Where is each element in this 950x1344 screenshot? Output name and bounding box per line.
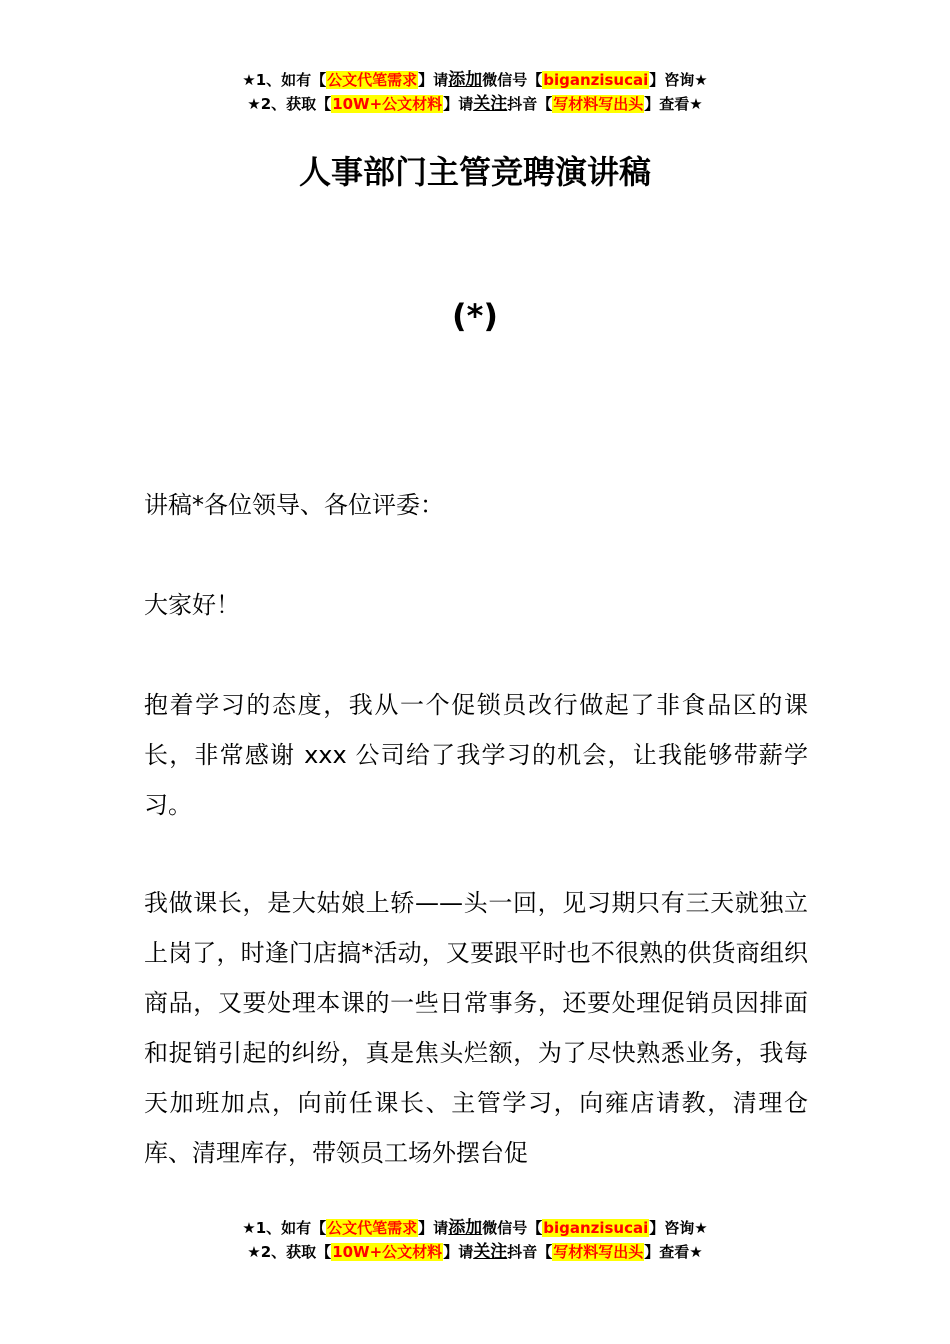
banner-text: 微信号【 bbox=[482, 71, 543, 89]
banner-emphasis: 关注 bbox=[473, 1242, 508, 1262]
banner-line-2 bbox=[0, 1240, 950, 1264]
banner-text: ★1、如有【 bbox=[242, 71, 327, 89]
document-title: 人事部门主管竞聘演讲稿 bbox=[298, 153, 651, 191]
paragraph-body: 抱着学习的态度，我从一个促锁员改行做起了非食品区的课长，非常感谢 xxx 公司给了我学习的机会，让我能够带薪学习。 bbox=[144, 691, 808, 819]
banner-text: ★2、获取【 bbox=[247, 95, 332, 113]
banner-text: 】请 bbox=[443, 95, 474, 113]
banner-text: 】查看★ bbox=[644, 95, 703, 113]
paragraph-salutation: 讲稿*各位领导、各位评委： bbox=[144, 491, 444, 519]
banner-text: ★2、获取【 bbox=[247, 1243, 332, 1261]
banner-highlight: biganzisucai bbox=[543, 71, 649, 89]
banner-text: 】请 bbox=[418, 1219, 449, 1237]
banner-emphasis: 关注 bbox=[473, 94, 508, 114]
banner-highlight: 公文代笔需求 bbox=[327, 71, 418, 89]
banner-text: 】咨询★ bbox=[649, 1219, 708, 1237]
banner-text: 抖音【 bbox=[507, 1243, 553, 1261]
banner-text: 微信号【 bbox=[482, 1219, 543, 1237]
banner-highlight: 写材料写出头 bbox=[553, 1243, 644, 1261]
document-subtitle: (*) bbox=[452, 297, 498, 335]
banner-highlight: 10W+公文材料 bbox=[332, 95, 443, 113]
banner-text: 】请 bbox=[418, 71, 449, 89]
banner-highlight: biganzisucai bbox=[543, 1219, 649, 1237]
banner-emphasis: 添加 bbox=[448, 1218, 483, 1238]
banner-text: 抖音【 bbox=[507, 95, 553, 113]
paragraph-body: 我做课长，是大姑娘上轿——头一回，见习期只有三天就独立上岗了，时逢门店搞*活动，又要跟平时也不很熟的供货商组织商品，又要处理本课的一些日常事务，还要处理促销员因排面和捉销引起的纠纷，真是焦头烂额，为了尽快熟悉业务，我每天加班加点，向前任课长、主管学习，向雍店请教，清理仓库、清理库存，带领员工场外摆台促 bbox=[144, 889, 808, 1167]
banner-text: ★1、如有【 bbox=[242, 1219, 327, 1237]
banner-text: 】咨询★ bbox=[649, 71, 708, 89]
banner-text: 】查看★ bbox=[644, 1243, 703, 1261]
banner-emphasis: 添加 bbox=[448, 70, 483, 90]
banner-highlight: 写材料写出头 bbox=[553, 95, 644, 113]
banner-highlight: 10W+公文材料 bbox=[332, 1243, 443, 1261]
header-banner bbox=[0, 68, 950, 116]
banner-line-1 bbox=[0, 68, 950, 92]
banner-text: 】请 bbox=[443, 1243, 474, 1261]
banner-highlight: 公文代笔需求 bbox=[327, 1219, 418, 1237]
banner-line-1 bbox=[0, 1216, 950, 1240]
footer-banner bbox=[0, 1216, 950, 1264]
banner-line-2 bbox=[0, 92, 950, 116]
paragraph-greeting: 大家好！ bbox=[144, 591, 240, 619]
